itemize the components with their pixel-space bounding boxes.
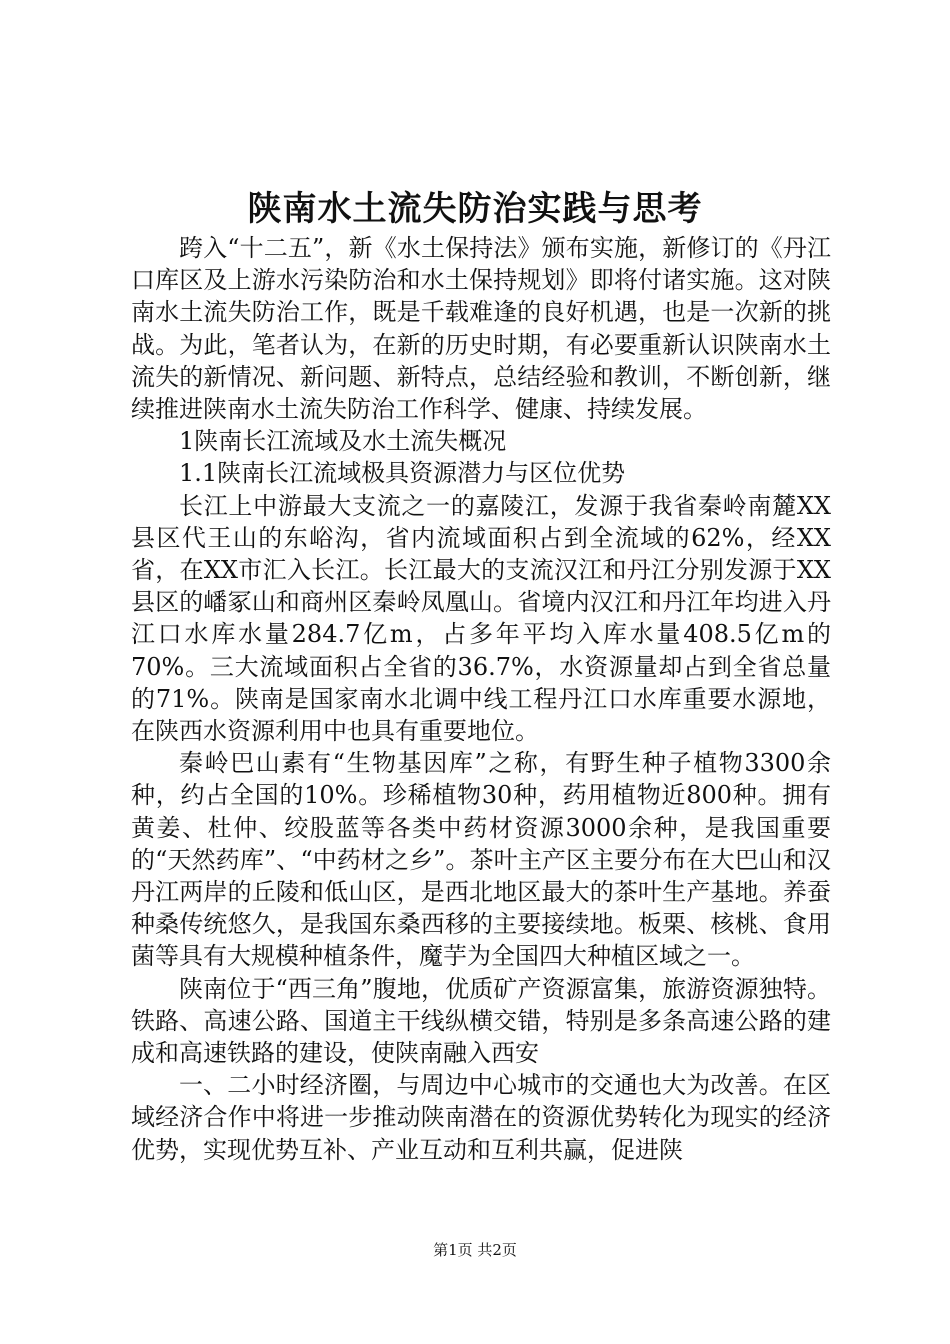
- document-body: [131, 232, 831, 1166]
- paragraph-economic-circle: 一、二小时经济圈，与周边中心城市的交通也大为改善。在区域经济合作中将进一步推动陕南潜在的资源优势转化为现实的经济优势，实现优势互补、产业互动和互利共赢，促进陕: [131, 1071, 831, 1164]
- paragraph-qinling-bashan: 秦岭巴山素有“生物基因库”之称，有野生种子植物3300余种，约占全国的10%。珍稀植物30种，药用植物近800种。拥有黄姜、杜仲、绞股蓝等各类中药材资源3000余种，是我国重要的“天然药库”、“中药材之乡”。茶叶主产区主要分布在大巴山和汉丹江两岸的丘陵和低山区，是西北地区最大的茶叶生产基地。养蚕种桑传统悠久，是我国东桑西移的主要接续地。板栗、核桃、食用菌等具有大规模种植条件，魔芋为全国四大种植区域之一。: [131, 749, 831, 971]
- paragraph-jialing-river: 长江上中游最大支流之一的嘉陵江，发源于我省秦岭南麓XX县区代王山的东峪沟，省内流域面积占到全流域的62%，经XX省，在XX市汇入长江。长江最大的支流汉江和丹江分别发源于XX县区的嶓冢山和商州区秦岭凤凰山。省境内汉江和丹江年均进入丹江口水库水量284.7亿m，占多年平均入库水量408.5亿m的70%。三大流域面积占全省的36.7%，水资源量却占到全省总量的71%。陕南是国家南水北调中线工程丹江口水库重要水源地，在陕西水资源利用中也具有重要地位。: [131, 491, 831, 746]
- paragraph-location: 陕南位于“西三角”腹地，优质矿产资源富集，旅游资源独特。铁路、高速公路、国道主干线纵横交错，特别是多条高速公路的建成和高速铁路的建设，使陕南融入西安: [131, 974, 831, 1068]
- paragraph-intro: 跨入“十二五”，新《水土保持法》颁布实施，新修订的《丹江口库区及上游水污染防治和水土保持规划》即将付诸实施。这对陕南水土流失防治工作，既是千载难逢的良好机遇，也是一次新的挑战。为此，笔者认为，在新的历史时期，有必要重新认识陕南水土流失的新情况、新问题、新特点，总结经验和教训，不断创新，继续推进陕南水土流失防治工作科学、健康、持续发展。: [131, 234, 831, 424]
- page-footer: 第1页 共2页: [433, 1241, 517, 1259]
- page-title: 陕南水土流失防治实践与思考: [247, 189, 703, 229]
- section-heading-1-1: 1.1陕南长江流域极具资源潜力与区位优势: [179, 459, 626, 488]
- section-heading-1: 1陕南长江流域及水土流失概况: [179, 427, 507, 456]
